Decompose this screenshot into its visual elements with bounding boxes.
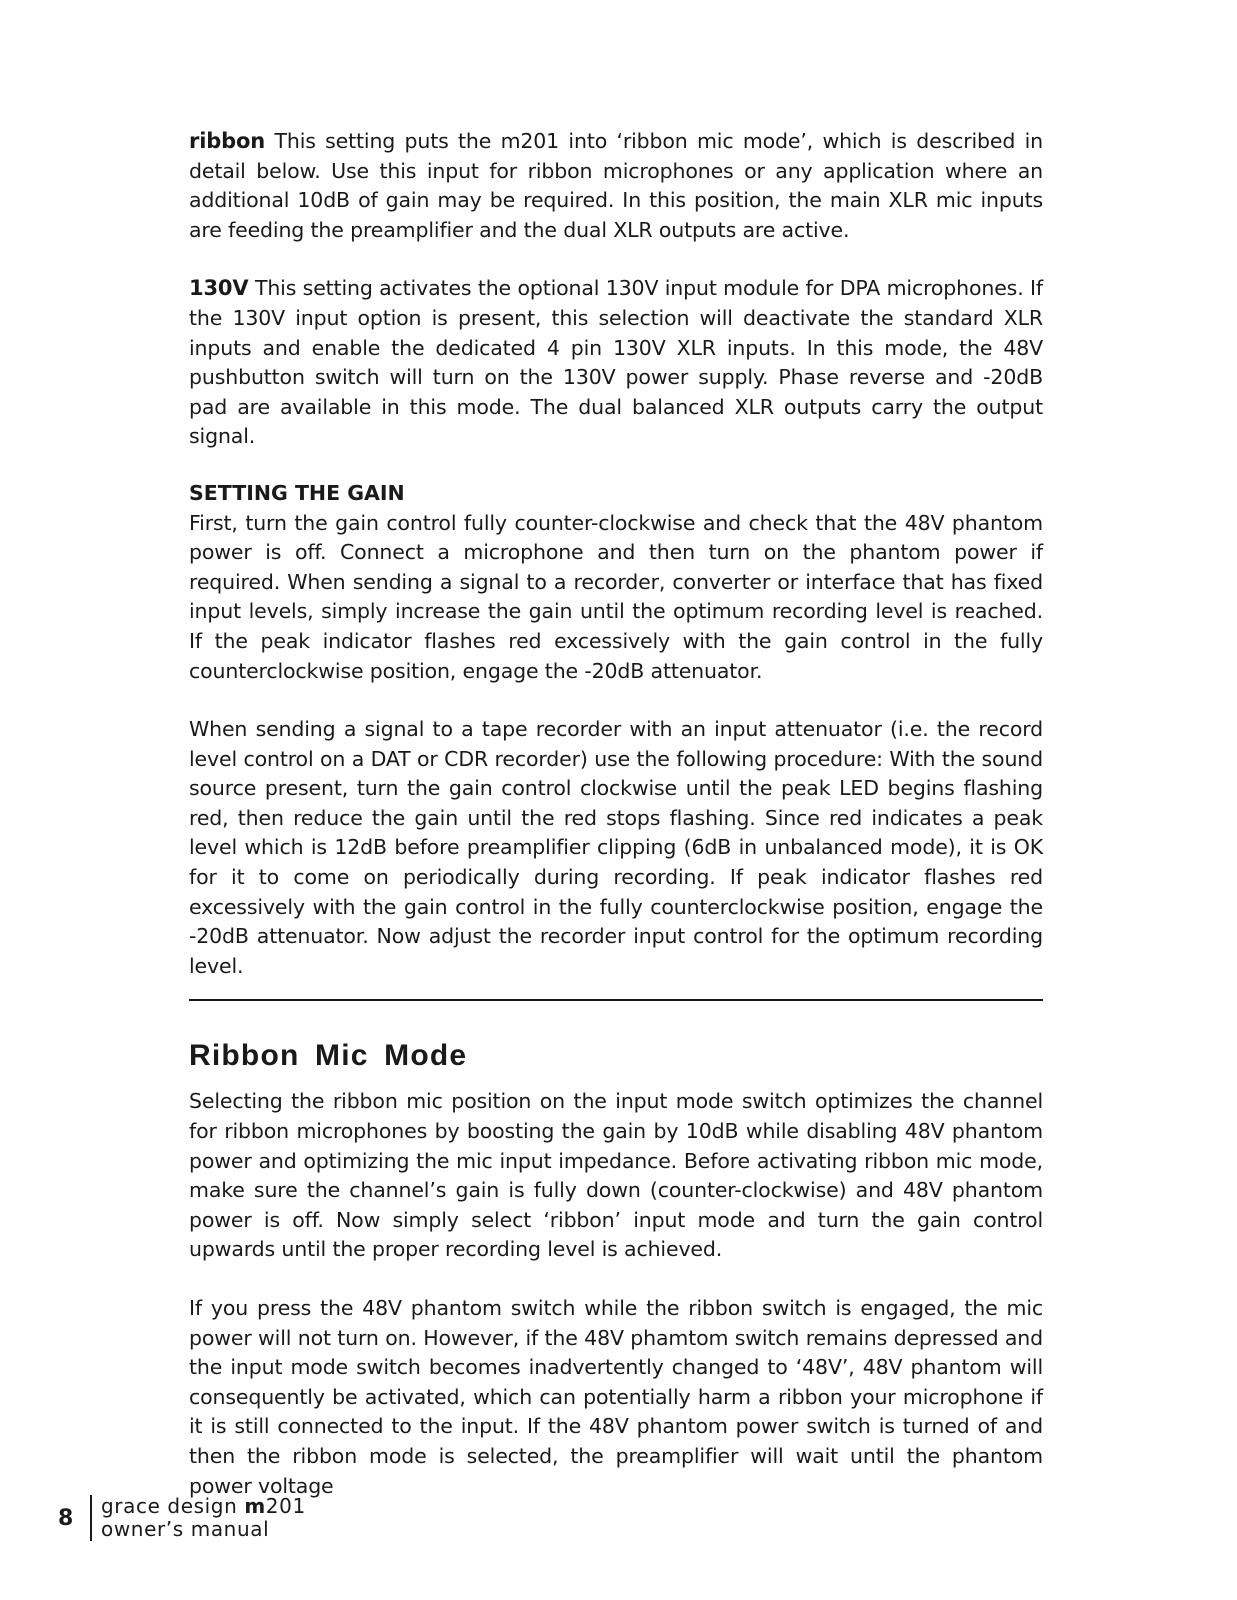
v130-setting-paragraph (189, 274, 1043, 452)
footer-model-letter: m (244, 1494, 266, 1518)
v130-setting-label: 130V (189, 276, 249, 301)
setting-gain-paragraph-1: First, turn the gain control fully counter-clockwise and check that the 48V phantom power is off. Connect a microphone and then turn on the phantom power if required. When sending a signal to a recorder, converter or interface that has fixed input levels, simply increase the gain until the optimum recording level is reached. If the peak indicator flashes red excessively with the gain control in the fully counterclockwise position, engage the -20dB attenuator. (189, 510, 1043, 683)
setting-gain-paragraph-2: When sending a signal to a tape recorder with an input attenuator (i.e. the record level control on a DAT or CDR recorder) use the following procedure: With the sound source present, turn the gain control clockwise until the peak LED begins flashing red, then reduce the gain until the red stops flashing. Since red indicates a peak level which is 12dB before preamplifier clipping (6dB in unbalanced mode), it is OK for it to come on periodically during recording. If peak indicator flashes red excessively with the gain control in the fully counterclockwise position, engage the -20dB attenuator. Now adjust the recorder input control for the optimum recording level. (189, 717, 1043, 978)
footer-brand: grace design (101, 1494, 245, 1518)
ribbon-setting-label: ribbon (189, 129, 266, 153)
footer-model-number: 201 (265, 1494, 306, 1518)
page-footer (58, 1493, 306, 1543)
footer-subtitle: owner’s manual (101, 1517, 270, 1541)
footer-brand-line (101, 1495, 306, 1518)
ribbon-setting-text: This setting puts the m201 into ‘ribbon mic mode’, which is described in detail below. Use this input for ribbon microphones or any application where an additional 10dB of gain may be required. In this position, the main XLR mic inputs are feeding the preamplifier and the dual XLR outputs are active. (189, 129, 1043, 242)
ribbon-mode-paragraph-2: If you press the 48V phantom switch while the ribbon switch is engaged, the mic power will not turn on. However, if the 48V phamtom switch remains depressed and the input mode switch becomes inadvertently changed to ‘48V’, 48V phantom will consequently be activated, which can potentially harm a ribbon your microphone if it is still connected to the input. If the 48V phantom power switch is turned of and then the ribbon mode is selected, the preamplifier will wait until the phantom power voltage (189, 1296, 1043, 1498)
v130-setting-text: This setting activates the optional 130V input module for DPA microphones. If the 130V input option is present, this selection will deactivate the standard XLR inputs and enable the dedicated 4 pin 130V XLR inputs. In this mode, the 48V pushbutton switch will turn on the 130V power supply. Phase reverse and -20dB pad are available in this mode. The dual balanced XLR outputs carry the output signal. (189, 276, 1043, 449)
footer-divider (90, 1495, 92, 1541)
footer-title (101, 1495, 306, 1541)
setting-the-gain-heading: SETTING THE GAIN (189, 480, 405, 505)
ribbon-mode-paragraph-1: Selecting the ribbon mic position on the input mode switch optimizes the channel for ribbon microphones by boosting the gain by 10dB while disabling 48V phantom power and optimizing the mic input impedance. Before activating ribbon mic mode, make sure the channel’s gain is fully down (counter-clockwise) and 48V phantom power is off. Now simply select ‘ribbon’ input mode and turn the gain control upwards until the proper recording level is achieved. (189, 1089, 1043, 1262)
section-divider (189, 999, 1043, 1001)
page-content (189, 127, 1043, 1501)
ribbon-mic-mode-title: Ribbon Mic Mode (189, 1039, 468, 1073)
ribbon-setting-paragraph (189, 127, 1043, 245)
page-number: 8 (58, 1505, 74, 1531)
